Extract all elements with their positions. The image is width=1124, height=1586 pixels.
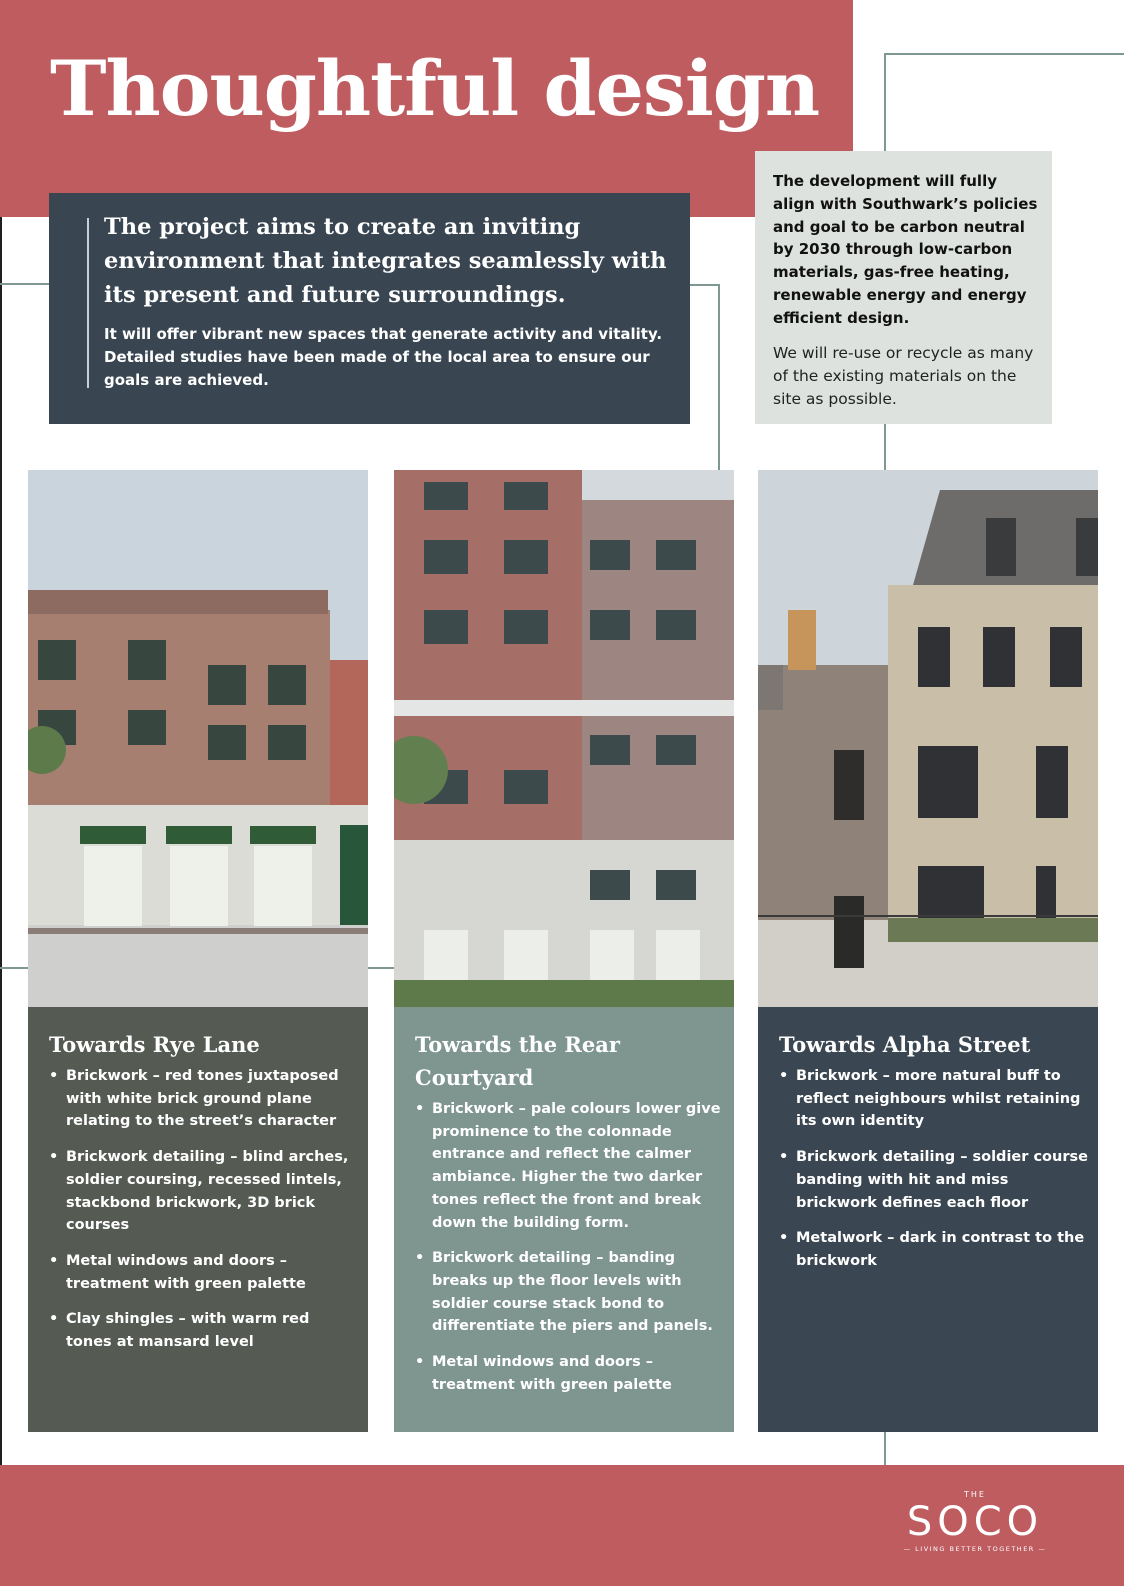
sustainability-statement: The development will fully align with Southwark’s policies and goal to be carbon neutral by 2030 through low-carbon materials, gas-free heating, renewable energy and energy efficient design. (773, 172, 1038, 327)
list-item: • Brickwork detailing – soldier course banding with hit and miss brickwork defines each floor (779, 1146, 1089, 1214)
panel-title: Towards Alpha Street (779, 1032, 1031, 1057)
list-item: • Brickwork – more natural buff to reflect neighbours whilst retaining its own identity (779, 1065, 1089, 1133)
list-item: • Brickwork – pale colours lower give prominence to the colonnade entrance and reflect the calmer ambiance. Higher the two darker tones reflect the front and break down the building form. (415, 1098, 725, 1234)
list-item: • Clay shingles – with warm red tones at mansard level (49, 1308, 359, 1353)
rye-lane-list (49, 1065, 359, 1367)
page-left-edge (0, 0, 2, 1586)
logo-prefix: THE (964, 1490, 986, 1499)
panel-rear-courtyard (394, 470, 734, 1432)
rear-courtyard-notes (394, 1007, 734, 1432)
rear-courtyard-list (415, 1098, 725, 1409)
list-item: • Brickwork detailing – blind arches, soldier coursing, recessed lintels, stackbond brickwork, 3D brick courses (49, 1146, 359, 1237)
list-item: • Brickwork detailing – banding breaks up the floor levels with soldier course stack bond to differentiate the piers and panels. (415, 1247, 725, 1338)
divider-line (884, 424, 886, 470)
page-title: Thoughtful design (50, 44, 820, 133)
divider-line (690, 284, 719, 286)
soco-logo (895, 1490, 1055, 1554)
alpha-street-notes (758, 1007, 1098, 1432)
divider-line (718, 284, 720, 470)
rye-lane-rendering (28, 470, 368, 1007)
divider-line (368, 967, 394, 969)
list-item: • Metalwork – dark in contrast to the brickwork (779, 1227, 1089, 1272)
panel-alpha-street (758, 470, 1098, 1432)
reuse-statement: We will re-use or recycle as many of the existing materials on the site as possible. (773, 344, 1034, 408)
divider-line (0, 967, 28, 969)
panel-rye-lane (28, 470, 368, 1432)
list-item: • Metal windows and doors – treatment with green palette (415, 1351, 725, 1396)
divider-line (0, 283, 49, 285)
intro-accent-rule (87, 218, 89, 388)
list-item: • Metal windows and doors – treatment with green palette (49, 1250, 359, 1295)
rye-lane-notes (28, 1007, 368, 1432)
logo-tagline: — LIVING BETTER TOGETHER — (903, 1545, 1047, 1553)
intro-heading: The project aims to create an inviting environment that integrates seamlessly with its present and future surroundings. (104, 214, 667, 308)
divider-line (884, 53, 886, 151)
intro-body: It will offer vibrant new spaces that generate activity and vitality. Detailed studies have been made of the local area to ensure our goals are achieved. (104, 325, 663, 389)
alpha-street-list (779, 1065, 1089, 1286)
panel-title: Towards the Rear Courtyard (415, 1032, 620, 1090)
rear-courtyard-rendering (394, 470, 734, 1007)
list-item: • Brickwork – red tones juxtaposed with white brick ground plane relating to the street’s character (49, 1065, 359, 1133)
divider-line (884, 1432, 886, 1465)
alpha-street-rendering (758, 470, 1098, 1007)
panel-title: Towards Rye Lane (49, 1032, 260, 1057)
logo-wordmark: SOCO (906, 1499, 1044, 1545)
divider-line (884, 53, 1124, 55)
